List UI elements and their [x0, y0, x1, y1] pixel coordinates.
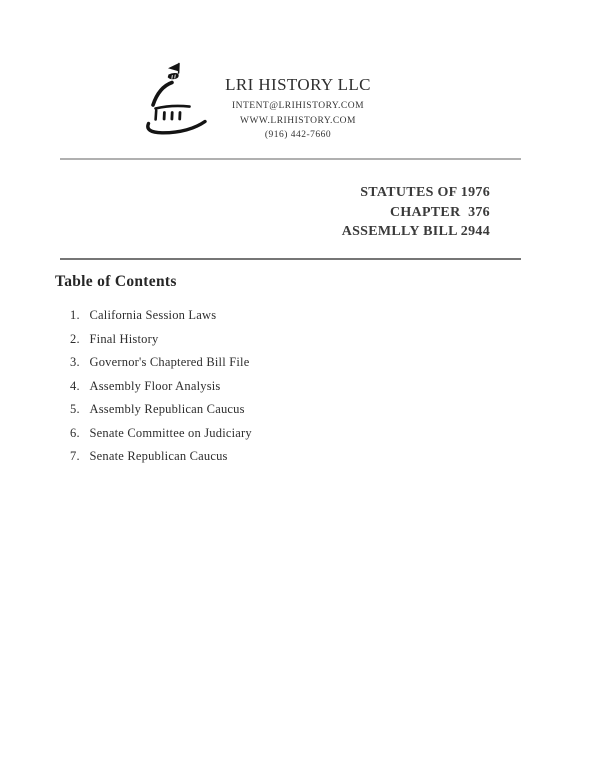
company-name: LRI HISTORY LLC: [225, 75, 371, 94]
divider-middle: [60, 258, 521, 260]
toc-item-label: California Session Laws: [89, 308, 217, 322]
toc-item-label: Governor's Chaptered Bill File: [89, 355, 250, 369]
toc-item: [70, 304, 252, 328]
toc-item-label: Final History: [89, 331, 159, 346]
toc-item-number: 3.: [70, 355, 80, 369]
letterhead: [213, 74, 383, 143]
toc-list: [70, 304, 252, 469]
toc-item: [70, 328, 252, 352]
toc-item: [70, 375, 252, 399]
company-phone: (916) 442-7660: [264, 130, 332, 140]
toc-item-label: Assembly Floor Analysis: [89, 378, 221, 393]
statutes-year-line: STATUTES OF 1976: [360, 185, 490, 200]
toc-item-label: Senate Republican Caucus: [89, 449, 228, 463]
company-email: INTENT@LRIHISTORY.COM: [231, 101, 365, 111]
toc-item-label: Assembly Republican Caucus: [89, 402, 245, 416]
capitol-dome-logo-icon: [145, 62, 207, 136]
toc-item: [70, 398, 252, 422]
toc-item-number: 7.: [70, 449, 80, 463]
chapter-line: CHAPTER 376: [389, 204, 490, 220]
assembly-bill-line: ASSEMLLY BILL 2944: [341, 224, 490, 239]
company-website: WWW.LRIHISTORY.COM: [240, 115, 356, 126]
bill-reference-block: [342, 183, 490, 242]
toc-item: [70, 351, 252, 375]
toc-item-label: Senate Committee on Judiciary: [89, 425, 252, 440]
toc-item-number: 6.: [70, 425, 80, 440]
toc-item-number: 2.: [70, 331, 80, 346]
toc-heading: Table of Contents: [55, 273, 177, 290]
toc-item-number: 4.: [70, 378, 80, 393]
toc-item: [70, 445, 252, 469]
toc-item-number: 5.: [70, 402, 80, 416]
divider-top: [60, 158, 521, 160]
toc-item: [70, 422, 252, 446]
toc-item-number: 1.: [70, 308, 80, 322]
